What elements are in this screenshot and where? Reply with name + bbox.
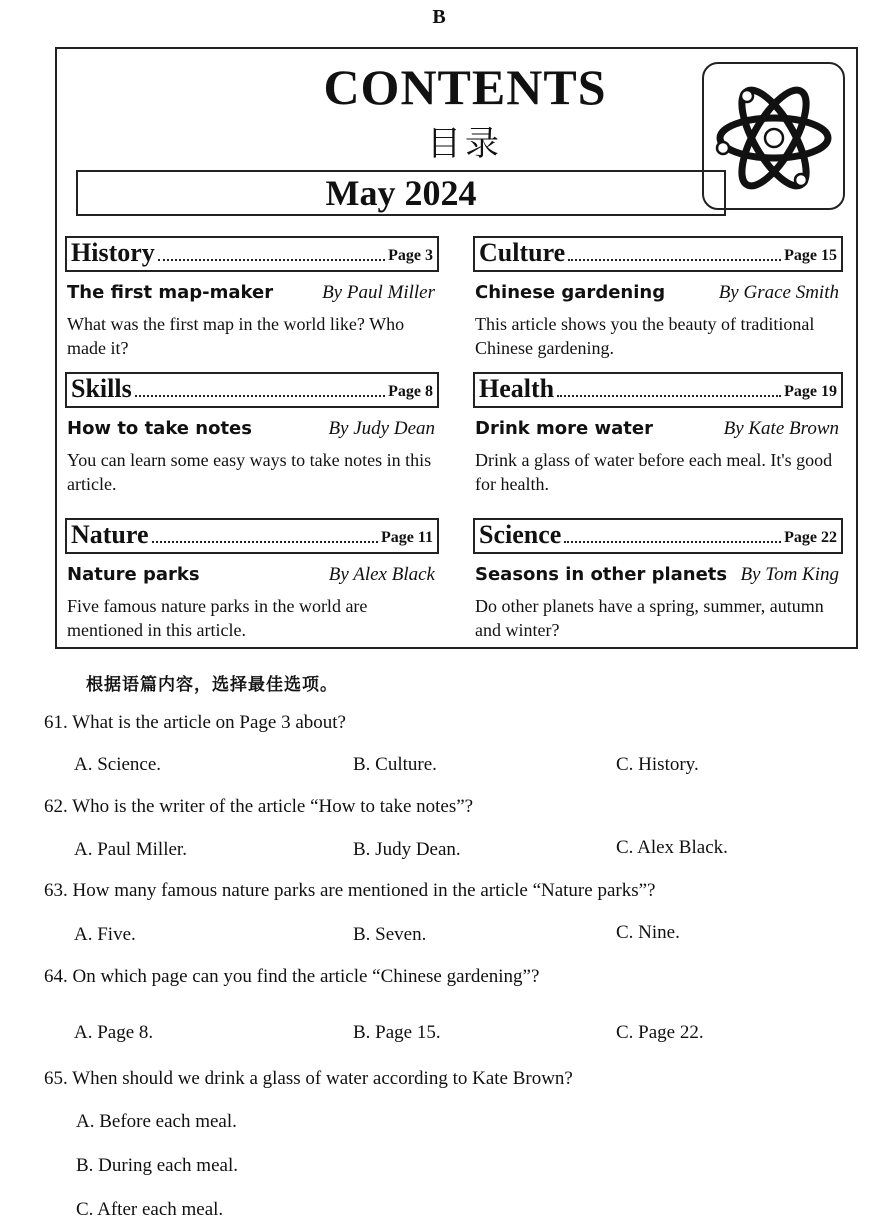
option-b: B. Seven. bbox=[353, 924, 427, 945]
option-a: A. Science. bbox=[74, 754, 162, 775]
article-author: By Alex Black bbox=[328, 564, 435, 585]
article-title: Drink more water bbox=[475, 418, 653, 439]
option-b: B. Culture. bbox=[353, 754, 437, 775]
contents-title-chinese: 目录 bbox=[427, 124, 503, 164]
article-title: The first map-maker bbox=[67, 282, 274, 303]
article-author: By Paul Miller bbox=[322, 282, 435, 303]
article-description: Five famous nature parks in the world are mentioned in this article. bbox=[67, 596, 368, 640]
article-title: Nature parks bbox=[67, 564, 200, 585]
section-name: Skills bbox=[71, 374, 132, 403]
section-page: Page 22 bbox=[784, 529, 837, 546]
issue-date: May 2024 bbox=[325, 173, 477, 213]
question-61: 61. What is the article on Page 3 about? bbox=[44, 712, 346, 733]
article-title: Seasons in other planets bbox=[475, 564, 728, 585]
article-description: What was the first map in the world like? Who made it? bbox=[67, 314, 405, 358]
section-letter: B bbox=[432, 6, 446, 28]
article-description: Do other planets have a spring, summer, autumn and winter? bbox=[475, 596, 824, 640]
option-a: A. Paul Miller. bbox=[74, 839, 187, 860]
section-page: Page 3 bbox=[388, 247, 433, 264]
question-65: 65. When should we drink a glass of water according to Kate Brown? bbox=[44, 1068, 573, 1089]
article-author: By Grace Smith bbox=[718, 282, 839, 303]
section-header-culture bbox=[473, 236, 843, 272]
section-page: Page 19 bbox=[784, 383, 837, 400]
option-c: C. Page 22. bbox=[616, 1022, 704, 1043]
question-63: 63. How many famous nature parks are mentioned in the article “Nature parks”? bbox=[44, 880, 656, 901]
option-c: C. Alex Black. bbox=[616, 837, 728, 858]
option-c: C. After each meal. bbox=[76, 1199, 224, 1220]
option-b: B. Judy Dean. bbox=[353, 839, 461, 860]
section-name: Culture bbox=[479, 238, 566, 267]
article-title: How to take notes bbox=[67, 418, 252, 439]
section-page: Page 8 bbox=[388, 383, 433, 400]
section-header-nature bbox=[65, 518, 439, 554]
option-c: C. History. bbox=[616, 754, 699, 775]
article-description: This article shows you the beauty of traditional Chinese gardening. bbox=[475, 314, 815, 358]
article-author: By Judy Dean bbox=[328, 418, 435, 439]
question-62: 62. Who is the writer of the article “How to take notes”? bbox=[44, 796, 474, 817]
article-description: Drink a glass of water before each meal. It's good for health. bbox=[475, 450, 833, 494]
option-c: C. Nine. bbox=[616, 922, 680, 943]
article-author: By Tom King bbox=[740, 564, 839, 585]
section-name: Nature bbox=[71, 520, 149, 549]
section-name: History bbox=[71, 238, 155, 267]
section-name: Science bbox=[479, 520, 562, 549]
atom-icon bbox=[702, 62, 845, 210]
section-page: Page 11 bbox=[381, 529, 433, 546]
option-a: A. Before each meal. bbox=[76, 1111, 237, 1132]
leader-dots bbox=[557, 394, 781, 397]
section-header-skills bbox=[65, 372, 439, 408]
leader-dots bbox=[158, 258, 385, 261]
section-header-science bbox=[473, 518, 843, 554]
option-b: B. During each meal. bbox=[76, 1155, 238, 1176]
leader-dots bbox=[152, 540, 378, 543]
leader-dots bbox=[568, 258, 781, 261]
article-title: Chinese gardening bbox=[475, 282, 666, 303]
article-author: By Kate Brown bbox=[723, 418, 839, 439]
section-page: Page 15 bbox=[784, 247, 837, 264]
option-b: B. Page 15. bbox=[353, 1022, 441, 1043]
article-description: You can learn some easy ways to take notes in this article. bbox=[67, 450, 432, 494]
contents-title: CONTENTS bbox=[323, 59, 607, 115]
section-header-history bbox=[65, 236, 439, 272]
question-64: 64. On which page can you find the article “Chinese gardening”? bbox=[44, 966, 540, 987]
option-a: A. Five. bbox=[74, 924, 136, 945]
option-a: A. Page 8. bbox=[74, 1022, 154, 1043]
instruction: 根据语篇内容，选择最佳选项。 bbox=[86, 675, 338, 695]
section-header-health bbox=[473, 372, 843, 408]
leader-dots bbox=[564, 540, 781, 543]
leader-dots bbox=[135, 394, 385, 397]
section-name: Health bbox=[479, 374, 555, 403]
